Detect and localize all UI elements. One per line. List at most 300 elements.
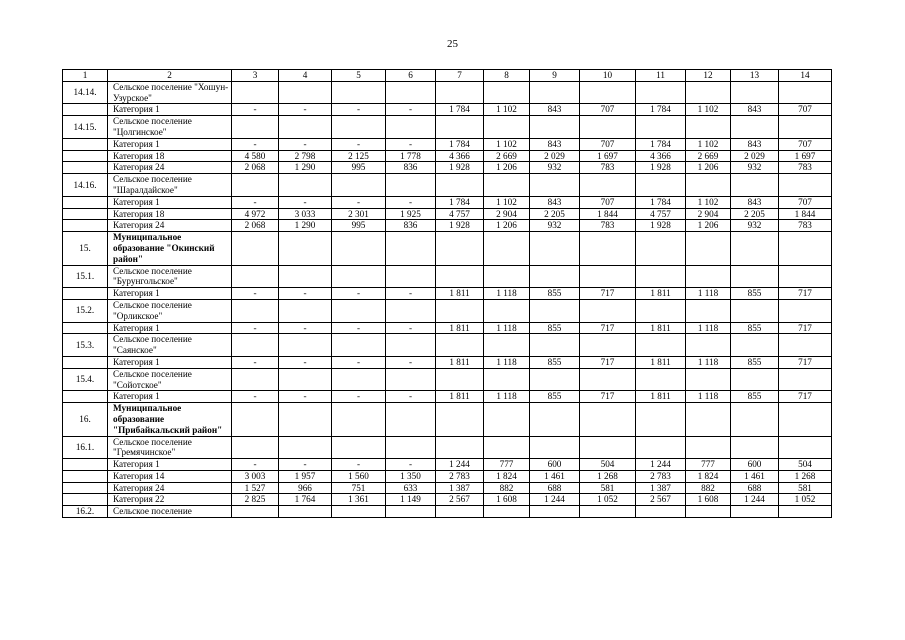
value-cell (484, 436, 530, 459)
row-code (63, 470, 108, 482)
value-cell (779, 232, 832, 265)
value-cell (580, 403, 636, 436)
value-cell (436, 174, 484, 197)
value-cell: 1 697 (779, 150, 832, 162)
value-cell: 783 (580, 162, 636, 174)
value-cell: 2 205 (731, 208, 779, 220)
value-cell (779, 436, 832, 459)
value-cell (686, 232, 731, 265)
value-cell: - (386, 391, 436, 403)
value-cell: - (232, 104, 279, 116)
value-cell (731, 299, 779, 322)
value-cell (484, 403, 530, 436)
value-cell (779, 299, 832, 322)
value-cell: 777 (686, 459, 731, 471)
row-name: Категория 14 (108, 470, 232, 482)
value-cell (279, 334, 332, 357)
value-cell: 1 811 (636, 391, 686, 403)
value-cell: 1 118 (686, 391, 731, 403)
value-cell (386, 174, 436, 197)
value-cell: 1 102 (484, 196, 530, 208)
row-name: Сельское поселение (108, 506, 232, 518)
value-cell (332, 265, 386, 288)
settlement-row (63, 368, 832, 391)
category-row (63, 220, 832, 232)
value-cell: 1 811 (436, 288, 484, 300)
column-number-row (63, 70, 832, 82)
value-cell: - (386, 322, 436, 334)
value-cell: 600 (530, 459, 580, 471)
row-name: Категория 24 (108, 220, 232, 232)
row-code: 16. (63, 403, 108, 436)
value-cell (686, 334, 731, 357)
value-cell (636, 368, 686, 391)
value-cell: 1 118 (484, 356, 530, 368)
value-cell: 504 (779, 459, 832, 471)
value-cell: 1 118 (686, 322, 731, 334)
value-cell: 4 757 (636, 208, 686, 220)
category-row (63, 470, 832, 482)
settlement-row (63, 232, 832, 265)
value-cell: 932 (731, 220, 779, 232)
value-cell (686, 436, 731, 459)
value-cell: 1 268 (779, 470, 832, 482)
value-cell: 1 244 (530, 494, 580, 506)
row-name: Категория 18 (108, 208, 232, 220)
category-row (63, 391, 832, 403)
value-cell (686, 299, 731, 322)
value-cell (686, 506, 731, 518)
row-name: Сельское поселение "Бурунгольское" (108, 265, 232, 288)
row-name: Категория 24 (108, 162, 232, 174)
value-cell: 882 (484, 482, 530, 494)
row-code (63, 494, 108, 506)
column-number: 1 (63, 70, 108, 82)
value-cell: 1 928 (636, 220, 686, 232)
value-cell: 4 972 (232, 208, 279, 220)
value-cell (731, 506, 779, 518)
value-cell: 1 811 (636, 322, 686, 334)
value-cell: 1 608 (686, 494, 731, 506)
value-cell (686, 174, 731, 197)
value-cell: 855 (731, 391, 779, 403)
value-cell (636, 174, 686, 197)
value-cell: 855 (530, 391, 580, 403)
row-name: Категория 22 (108, 494, 232, 506)
row-name: Категория 1 (108, 196, 232, 208)
value-cell: 717 (779, 288, 832, 300)
value-cell (580, 265, 636, 288)
settlement-row (63, 506, 832, 518)
value-cell: 1 102 (686, 196, 731, 208)
value-cell: 1 206 (686, 162, 731, 174)
value-cell (636, 265, 686, 288)
row-code: 15.3. (63, 334, 108, 357)
value-cell: 1 844 (580, 208, 636, 220)
value-cell (386, 232, 436, 265)
value-cell (386, 403, 436, 436)
column-number: 12 (686, 70, 731, 82)
value-cell (279, 174, 332, 197)
value-cell: 966 (279, 482, 332, 494)
value-cell: 4 757 (436, 208, 484, 220)
value-cell (279, 436, 332, 459)
tariff-table (62, 69, 832, 518)
value-cell: - (279, 104, 332, 116)
column-number: 10 (580, 70, 636, 82)
row-code (63, 459, 108, 471)
value-cell (580, 368, 636, 391)
settlement-row (63, 265, 832, 288)
value-cell: - (279, 391, 332, 403)
value-cell (779, 368, 832, 391)
value-cell (580, 334, 636, 357)
value-cell (386, 334, 436, 357)
value-cell (580, 436, 636, 459)
category-row (63, 138, 832, 150)
value-cell (332, 506, 386, 518)
value-cell (530, 299, 580, 322)
value-cell: 3 003 (232, 470, 279, 482)
row-code: 16.2. (63, 506, 108, 518)
value-cell: 855 (530, 288, 580, 300)
column-number: 9 (530, 70, 580, 82)
value-cell: 1 844 (779, 208, 832, 220)
value-cell (436, 265, 484, 288)
value-cell: 717 (779, 356, 832, 368)
value-cell: 1 118 (484, 391, 530, 403)
value-cell (436, 116, 484, 139)
value-cell: 1 290 (279, 220, 332, 232)
value-cell: 1 608 (484, 494, 530, 506)
row-name: Сельское поселение "Цолгинское" (108, 116, 232, 139)
value-cell (779, 265, 832, 288)
value-cell: 995 (332, 220, 386, 232)
value-cell: - (232, 391, 279, 403)
value-cell (686, 116, 731, 139)
value-cell (386, 299, 436, 322)
row-code (63, 208, 108, 220)
value-cell: 1 118 (484, 322, 530, 334)
value-cell: - (232, 196, 279, 208)
value-cell (386, 506, 436, 518)
value-cell (484, 299, 530, 322)
value-cell (779, 334, 832, 357)
value-cell: 688 (530, 482, 580, 494)
value-cell: 2 567 (636, 494, 686, 506)
value-cell: 1 387 (436, 482, 484, 494)
value-cell: - (332, 356, 386, 368)
column-number: 14 (779, 70, 832, 82)
value-cell: 1 784 (636, 138, 686, 150)
value-cell (279, 403, 332, 436)
column-number: 7 (436, 70, 484, 82)
value-cell: 1 824 (686, 470, 731, 482)
value-cell (232, 506, 279, 518)
column-number: 8 (484, 70, 530, 82)
row-name: Сельское поселение "Сойотское" (108, 368, 232, 391)
value-cell (530, 81, 580, 104)
category-row (63, 208, 832, 220)
value-cell (332, 368, 386, 391)
value-cell: 855 (731, 288, 779, 300)
value-cell: 1 784 (636, 196, 686, 208)
value-cell (636, 403, 686, 436)
column-number: 13 (731, 70, 779, 82)
value-cell (279, 299, 332, 322)
value-cell: - (386, 196, 436, 208)
value-cell: 2 301 (332, 208, 386, 220)
value-cell: 1 784 (636, 104, 686, 116)
value-cell: 4 366 (436, 150, 484, 162)
category-row (63, 482, 832, 494)
row-name: Сельское поселение "Орликское" (108, 299, 232, 322)
value-cell (779, 174, 832, 197)
value-cell (686, 368, 731, 391)
row-name: Категория 1 (108, 104, 232, 116)
value-cell: 751 (332, 482, 386, 494)
value-cell (484, 116, 530, 139)
value-cell: 2 029 (530, 150, 580, 162)
value-cell (731, 265, 779, 288)
row-code (63, 482, 108, 494)
value-cell (580, 81, 636, 104)
value-cell: - (279, 196, 332, 208)
value-cell (279, 368, 332, 391)
value-cell: 836 (386, 162, 436, 174)
value-cell: 1 244 (731, 494, 779, 506)
value-cell: 932 (731, 162, 779, 174)
value-cell: 843 (530, 104, 580, 116)
value-cell (636, 506, 686, 518)
value-cell (279, 506, 332, 518)
column-number: 11 (636, 70, 686, 82)
value-cell: 1 206 (686, 220, 731, 232)
row-name: Сельское поселение "Шаралдайское" (108, 174, 232, 197)
value-cell: 504 (580, 459, 636, 471)
page-number: 25 (447, 38, 458, 50)
value-cell (484, 506, 530, 518)
value-cell (530, 174, 580, 197)
value-cell: 717 (580, 322, 636, 334)
value-cell: - (232, 138, 279, 150)
value-cell: 2 567 (436, 494, 484, 506)
value-cell (686, 265, 731, 288)
value-cell: 1 811 (436, 356, 484, 368)
value-cell: 783 (779, 162, 832, 174)
value-cell: - (279, 288, 332, 300)
value-cell: 843 (731, 138, 779, 150)
value-cell (232, 81, 279, 104)
value-cell: - (386, 459, 436, 471)
value-cell: 1 118 (686, 356, 731, 368)
row-code (63, 288, 108, 300)
value-cell (580, 116, 636, 139)
value-cell: 2 068 (232, 220, 279, 232)
value-cell: 836 (386, 220, 436, 232)
value-cell (279, 232, 332, 265)
category-row (63, 162, 832, 174)
value-cell: 1 052 (779, 494, 832, 506)
value-cell (332, 403, 386, 436)
value-cell (279, 116, 332, 139)
value-cell: 2 904 (686, 208, 731, 220)
value-cell: - (279, 322, 332, 334)
settlement-row (63, 174, 832, 197)
value-cell: - (332, 322, 386, 334)
column-number: 5 (332, 70, 386, 82)
value-cell (386, 436, 436, 459)
value-cell: 1 290 (279, 162, 332, 174)
row-code (63, 391, 108, 403)
value-cell: 1 824 (484, 470, 530, 482)
value-cell: 1 387 (636, 482, 686, 494)
row-name: Категория 24 (108, 482, 232, 494)
value-cell (731, 436, 779, 459)
column-number: 4 (279, 70, 332, 82)
row-code (63, 150, 108, 162)
row-name: Категория 1 (108, 459, 232, 471)
value-cell (484, 334, 530, 357)
category-row (63, 196, 832, 208)
value-cell: 855 (731, 356, 779, 368)
value-cell: 707 (580, 138, 636, 150)
value-cell: - (386, 138, 436, 150)
settlement-row (63, 299, 832, 322)
value-cell (686, 403, 731, 436)
value-cell: - (232, 356, 279, 368)
value-cell (232, 299, 279, 322)
value-cell: 1 244 (636, 459, 686, 471)
value-cell: 1 925 (386, 208, 436, 220)
value-cell (386, 116, 436, 139)
value-cell: - (332, 459, 386, 471)
value-cell: 783 (580, 220, 636, 232)
value-cell: 2 904 (484, 208, 530, 220)
value-cell (779, 506, 832, 518)
value-cell (530, 403, 580, 436)
row-name: Сельское поселение "Хошун-Узурское" (108, 81, 232, 104)
value-cell: 1 102 (686, 138, 731, 150)
value-cell: 1 206 (484, 220, 530, 232)
value-cell: 1 697 (580, 150, 636, 162)
category-row (63, 356, 832, 368)
value-cell: 843 (731, 104, 779, 116)
row-code (63, 220, 108, 232)
value-cell: 2 125 (332, 150, 386, 162)
value-cell (484, 368, 530, 391)
value-cell (580, 174, 636, 197)
value-cell: 843 (530, 138, 580, 150)
value-cell: 581 (580, 482, 636, 494)
value-cell (386, 81, 436, 104)
value-cell: 1 527 (232, 482, 279, 494)
value-cell: 995 (332, 162, 386, 174)
row-code (63, 162, 108, 174)
value-cell: 1 778 (386, 150, 436, 162)
value-cell (484, 232, 530, 265)
value-cell (232, 174, 279, 197)
row-name: Сельское поселение "Саянское" (108, 334, 232, 357)
value-cell: 1 811 (436, 391, 484, 403)
value-cell: 707 (779, 104, 832, 116)
value-cell: 2 798 (279, 150, 332, 162)
value-cell: 1 811 (436, 322, 484, 334)
value-cell (636, 436, 686, 459)
value-cell (436, 506, 484, 518)
value-cell: 4 366 (636, 150, 686, 162)
row-code (63, 104, 108, 116)
value-cell: 2 783 (636, 470, 686, 482)
value-cell (436, 232, 484, 265)
row-name: Категория 1 (108, 322, 232, 334)
value-cell: 707 (580, 104, 636, 116)
value-cell: - (279, 459, 332, 471)
value-cell: 855 (530, 322, 580, 334)
value-cell: 581 (779, 482, 832, 494)
value-cell: - (332, 288, 386, 300)
value-cell: 1 928 (436, 220, 484, 232)
value-cell (436, 436, 484, 459)
value-cell: 843 (731, 196, 779, 208)
value-cell (484, 174, 530, 197)
value-cell: 1 928 (636, 162, 686, 174)
value-cell: - (386, 288, 436, 300)
value-cell: 1 244 (436, 459, 484, 471)
category-row (63, 104, 832, 116)
value-cell (636, 116, 686, 139)
value-cell: 2 669 (686, 150, 731, 162)
value-cell: 2 783 (436, 470, 484, 482)
value-cell (232, 368, 279, 391)
value-cell (530, 265, 580, 288)
value-cell: 855 (731, 322, 779, 334)
value-cell: 2 825 (232, 494, 279, 506)
row-name: Категория 1 (108, 391, 232, 403)
row-name: Сельское поселение "Гремячинское" (108, 436, 232, 459)
value-cell: 1 784 (436, 138, 484, 150)
value-cell: 2 205 (530, 208, 580, 220)
value-cell: 1 102 (484, 104, 530, 116)
value-cell: 1 206 (484, 162, 530, 174)
row-code: 14.15. (63, 116, 108, 139)
value-cell (332, 81, 386, 104)
settlement-row (63, 81, 832, 104)
value-cell (530, 506, 580, 518)
row-name: Муниципальное образование "Окинский район" (108, 232, 232, 265)
value-cell (686, 81, 731, 104)
value-cell (386, 265, 436, 288)
value-cell: 717 (779, 391, 832, 403)
value-cell: 1 102 (686, 104, 731, 116)
value-cell: - (332, 391, 386, 403)
value-cell: 1 957 (279, 470, 332, 482)
value-cell: 783 (779, 220, 832, 232)
row-code: 14.16. (63, 174, 108, 197)
value-cell: 1 461 (530, 470, 580, 482)
category-row (63, 150, 832, 162)
value-cell (232, 232, 279, 265)
value-cell (530, 368, 580, 391)
value-cell (484, 81, 530, 104)
value-cell: 707 (779, 138, 832, 150)
value-cell (386, 368, 436, 391)
value-cell: - (279, 356, 332, 368)
value-cell: 600 (731, 459, 779, 471)
value-cell (232, 334, 279, 357)
value-cell: 1 118 (686, 288, 731, 300)
value-cell: 1 052 (580, 494, 636, 506)
